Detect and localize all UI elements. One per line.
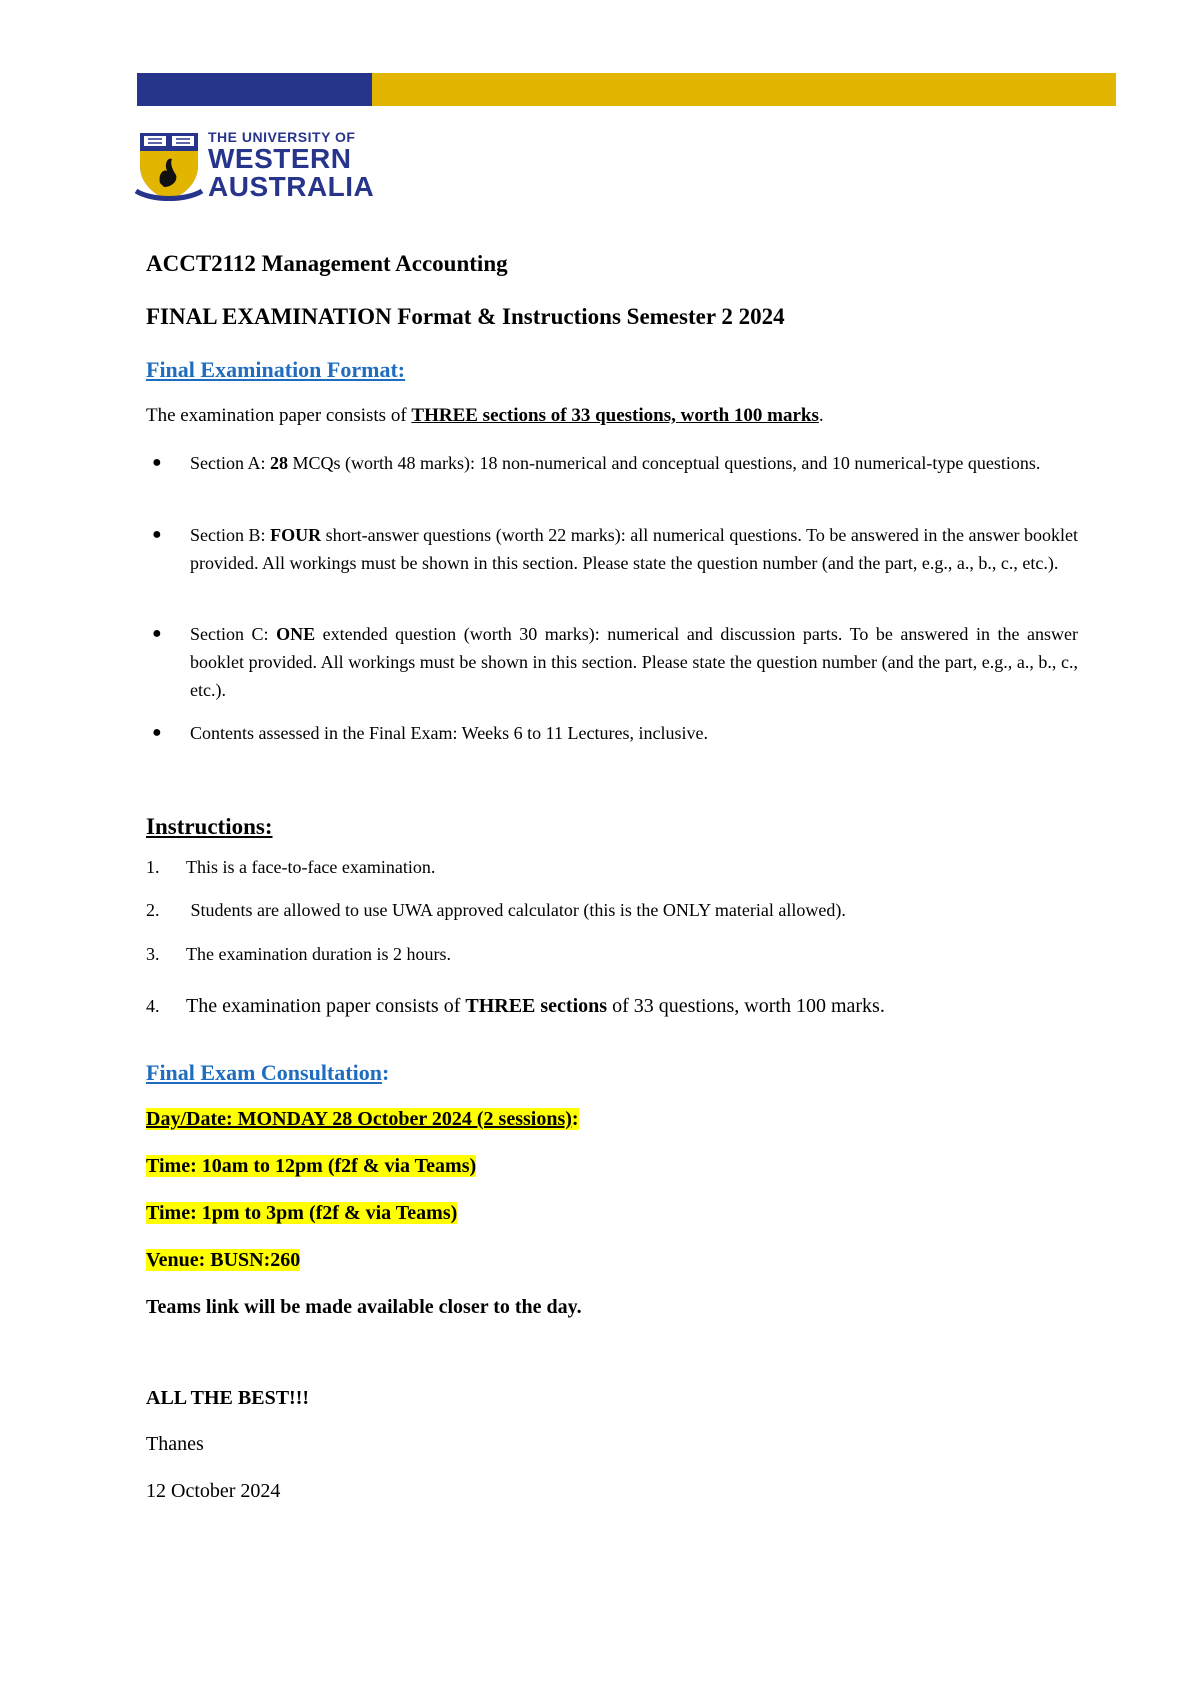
consultation-time-2: Time: 1pm to 3pm (f2f & via Teams) xyxy=(146,1202,458,1224)
signoff-wish: ALL THE BEST!!! xyxy=(146,1387,310,1409)
format-bullet-contents: ● Contents assessed in the Final Exam: Weeks 6 to 11 Lectures, inclusive. xyxy=(146,719,1078,747)
consultation-time-1: Time: 10am to 12pm (f2f & via Teams) xyxy=(146,1155,477,1177)
format-intro: The examination paper consists of THREE sections of 33 questions, worth 100 marks. xyxy=(146,405,824,426)
header-color-bar xyxy=(137,73,1116,106)
header-bar-gold xyxy=(372,73,1116,106)
teams-note: Teams link will be made available closer to the day. xyxy=(146,1296,582,1318)
signoff-name: Thanes xyxy=(146,1433,204,1455)
bullet-icon: ● xyxy=(152,454,162,471)
header-bar-blue xyxy=(137,73,372,106)
instruction-item: 1. This is a face-to-face examination. xyxy=(146,857,436,877)
exam-subtitle: FINAL EXAMINATION Format & Instructions Semester 2 2024 xyxy=(146,304,785,329)
bullet-icon: ● xyxy=(152,625,162,642)
format-heading: Final Examination Format: xyxy=(146,357,406,382)
format-bullet-section-b: ● Section B: FOUR short-answer questions (worth 22 marks): all numerical questions. To be answered in the answer booklet provided. All workings must be shown in this section. Please state the question number (and the part, e.g., a., b., c., etc.). xyxy=(146,521,1078,577)
university-logo xyxy=(134,129,394,205)
logo-line3: AUSTRALIA xyxy=(208,171,375,202)
instruction-item: 3. The examination duration is 2 hours. xyxy=(146,944,451,964)
consultation-heading: Final Exam Consultation: xyxy=(146,1060,390,1085)
instructions-heading: Instructions: xyxy=(146,814,273,839)
logo-line1: THE UNIVERSITY OF xyxy=(208,129,356,145)
logo-line2: WESTERN xyxy=(208,143,352,174)
instruction-item: 4. The examination paper consists of THREE sections of 33 questions, worth 100 marks. xyxy=(146,995,885,1017)
format-intro-bold: THREE sections of 33 questions, worth 100 marks xyxy=(411,405,819,426)
course-title: ACCT2112 Management Accounting xyxy=(146,251,508,276)
instruction-item: 2. Students are allowed to use UWA approved calculator (this is the ONLY material allowed). xyxy=(146,900,846,920)
bullet-icon: ● xyxy=(152,526,162,543)
crest-icon xyxy=(134,129,204,205)
consultation-venue: Venue: BUSN:260 xyxy=(146,1249,301,1271)
format-bullet-section-a: ● Section A: 28 MCQs (worth 48 marks): 18 non-numerical and conceptual questions, and 10 numerical-type questions. xyxy=(146,449,1078,477)
consultation-date: Day/Date: MONDAY 28 October 2024 (2 sessions): xyxy=(146,1108,579,1130)
signoff-date: 12 October 2024 xyxy=(146,1480,281,1502)
format-bullet-section-c: ● Section C: ONE extended question (worth 30 marks): numerical and discussion parts. To be answered in the answer booklet provided. All workings must be shown in this section. Please state the question number (and the part, e.g., a., b., c., etc.). xyxy=(146,620,1078,704)
bullet-icon: ● xyxy=(152,724,162,741)
